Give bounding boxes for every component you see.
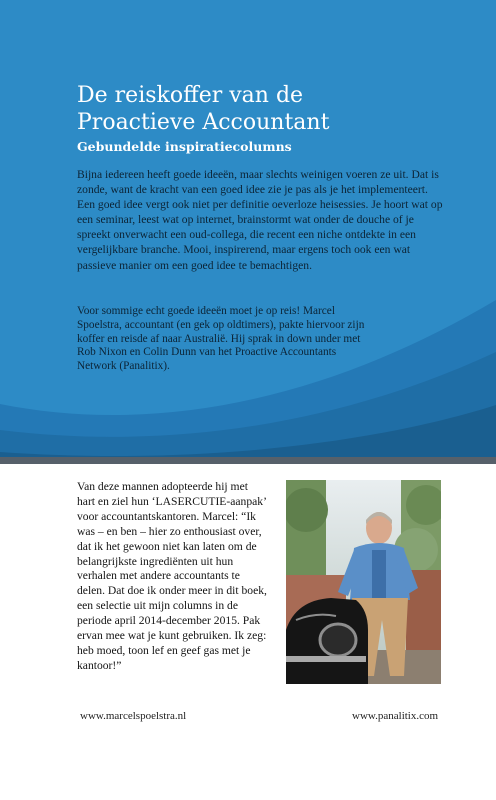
author-photo — [286, 480, 441, 684]
intro-paragraph — [77, 167, 445, 273]
bio-line: kantoor!” — [77, 658, 122, 672]
author-photo-illustration — [286, 480, 441, 684]
trip-line: koffer en reisde af naar Australië. Hij sprak in down under met — [77, 332, 361, 345]
intro-line: Bijna iedereen heeft goede ideeën, maar slechts weinigen voeren ze uit. Dat is — [77, 168, 439, 181]
trip-line: Network (Panalitix). — [77, 360, 170, 373]
bio-line: hart en ziel hun ‘LASERCUTIE-aanpak’ — [77, 494, 267, 508]
bio-line: voor accountantskantoren. Marcel: “Ik — [77, 509, 256, 523]
book-title-line-2: Proactieve Accountant — [77, 110, 330, 135]
intro-line: Een goed idee vergt ook niet per definitie oeverloze heisessies. Je hoort wat op — [77, 198, 443, 212]
bio-line: dat ik het gewoon niet kan laten om de — [77, 539, 257, 553]
book-title — [77, 82, 457, 136]
intro-line: zonde, want de kracht van een goed idee zie je pas als je het implementeert. — [77, 183, 428, 197]
bio-line: delen. Dat doe ik onder meer in dit boek, — [77, 584, 267, 598]
trip-paragraph — [77, 305, 441, 374]
bio-line: belangrijkste ingrediënten uit hun — [77, 554, 234, 568]
bio-line: Van deze mannen adopteerde hij met — [77, 480, 248, 493]
bio-line: heb moed, toon lef en geef gas met je — [77, 643, 251, 657]
bio-line: een selectie uit mijn columns in de — [77, 599, 238, 613]
author-bio-paragraph — [77, 480, 273, 674]
intro-line: passieve manier om een goed idee te bemachtigen. — [77, 258, 312, 272]
divider-band — [0, 457, 496, 464]
bio-line: periode april 2014-december 2015. Pak — [77, 614, 261, 628]
bio-line: verhalen met andere accountants te — [77, 569, 240, 583]
trip-line: Rob Nixon en Colin Dunn van het Proactive Accountants — [77, 346, 337, 359]
bio-line: ervan mee wat je kunt gebruiken. Ik zeg: — [77, 629, 267, 643]
trip-line: Spoelstra, accountant (en gek op oldtimers), pakte hiervoor zijn — [77, 318, 365, 331]
website-link-marcelspoelstra: www.marcelspoelstra.nl — [80, 710, 187, 722]
intro-line: een seminar, leest wat op internet, brainstormt wat onder de douche of je — [77, 213, 414, 227]
website-link-panalitix: www.panalitix.com — [352, 710, 439, 722]
intro-line: vergelijkbare branche. Mooi, inspirerend, maar ergens toch ook een wat — [77, 243, 411, 257]
intro-line: spreekt onverwacht een oud-collega, die recent een niche ontdekte in een — [77, 228, 416, 242]
bio-line: was – en ben – hier zo enthousiast over, — [77, 524, 262, 538]
book-title-line-1: De reiskoffer van de — [77, 83, 304, 108]
book-subtitle: Gebundelde inspiratiecolumns — [77, 139, 292, 154]
trip-line: Voor sommige echt goede ideeën moet je op reis! Marcel — [77, 305, 335, 317]
